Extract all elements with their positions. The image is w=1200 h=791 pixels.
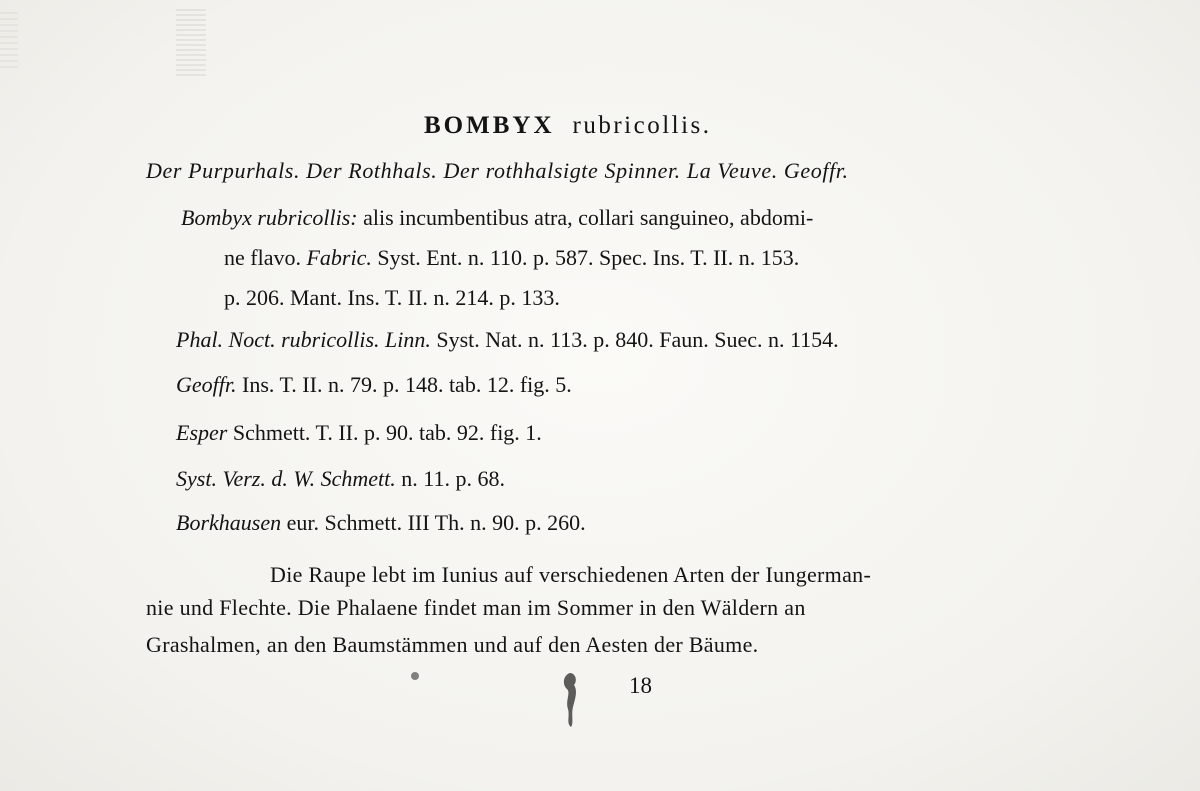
geoffroy-text: Ins. T. II. n. 79. p. 148. tab. 12. fig. 5. — [242, 372, 572, 397]
wv-text: n. 11. p. 68. — [401, 466, 505, 491]
fabricius-entry-line-1 — [181, 204, 813, 232]
esper-text: Schmett. T. II. p. 90. tab. 92. fig. 1. — [232, 420, 542, 445]
linnaeus-entry — [176, 326, 839, 354]
fabricius-text: alis incumbentibus atra, collari sanguineo, abdomi- — [363, 205, 814, 230]
borkhausen-entry — [176, 509, 586, 537]
title-genus: BOMBYX — [424, 112, 555, 139]
fabricius-author: Fabric. — [306, 245, 372, 270]
name-spinner: Der rothhalsigte Spinner. — [443, 158, 681, 183]
linnaeus-text: Syst. Nat. n. 113. p. 840. Faun. Suec. n. 1154. — [436, 327, 839, 352]
common-names-line — [146, 157, 849, 185]
borkhausen-text: eur. Schmett. III Th. n. 90. p. 260. — [286, 510, 586, 535]
faded-margin-mark — [0, 8, 18, 68]
esper-entry — [176, 419, 542, 447]
borkhausen-label: Borkhausen — [176, 510, 282, 535]
fabricius-label: Bombyx rubricollis: — [181, 205, 358, 230]
title-species: rubricollis. — [572, 112, 712, 139]
geoffroy-label: Geoffr. — [176, 372, 237, 397]
name-purpurhals: Der Purpurhals. — [146, 158, 301, 183]
faded-library-stamp — [176, 6, 206, 76]
ink-speck — [411, 672, 419, 680]
name-rothhals: Der Rothhals. — [306, 158, 438, 183]
esper-label: Esper — [176, 420, 228, 445]
wv-label: Syst. Verz. d. W. Schmett. — [176, 466, 396, 491]
name-veuve: La Veuve. — [686, 158, 778, 183]
fabricius-entry-line-2 — [224, 244, 799, 272]
page-title — [424, 112, 712, 140]
description-line-3: Grashalmen, an den Baumstämmen und auf den Aesten der Bäume. — [146, 632, 759, 657]
page-number: 18 — [629, 673, 652, 698]
name-geoffr: Geoffr. — [783, 158, 849, 183]
description-line-1: Die Raupe lebt im Iunius auf verschiedenen Arten der Iungerman- — [270, 562, 872, 587]
fabricius-line2-a: ne flavo. — [224, 245, 301, 270]
geoffroy-entry — [176, 371, 572, 399]
linnaeus-label: Phal. Noct. rubricollis. Linn. — [176, 327, 431, 352]
fabricius-entry-line-3: p. 206. Mant. Ins. T. II. n. 214. p. 133. — [224, 285, 560, 310]
fabricius-line2-b: Syst. Ent. n. 110. p. 587. Spec. Ins. T. II. n. 153. — [377, 245, 800, 270]
wv-entry — [176, 465, 505, 493]
description-line-2: nie und Flechte. Die Phalaene findet man im Sommer in den Wäldern an — [146, 595, 806, 620]
ink-blot — [559, 671, 581, 729]
